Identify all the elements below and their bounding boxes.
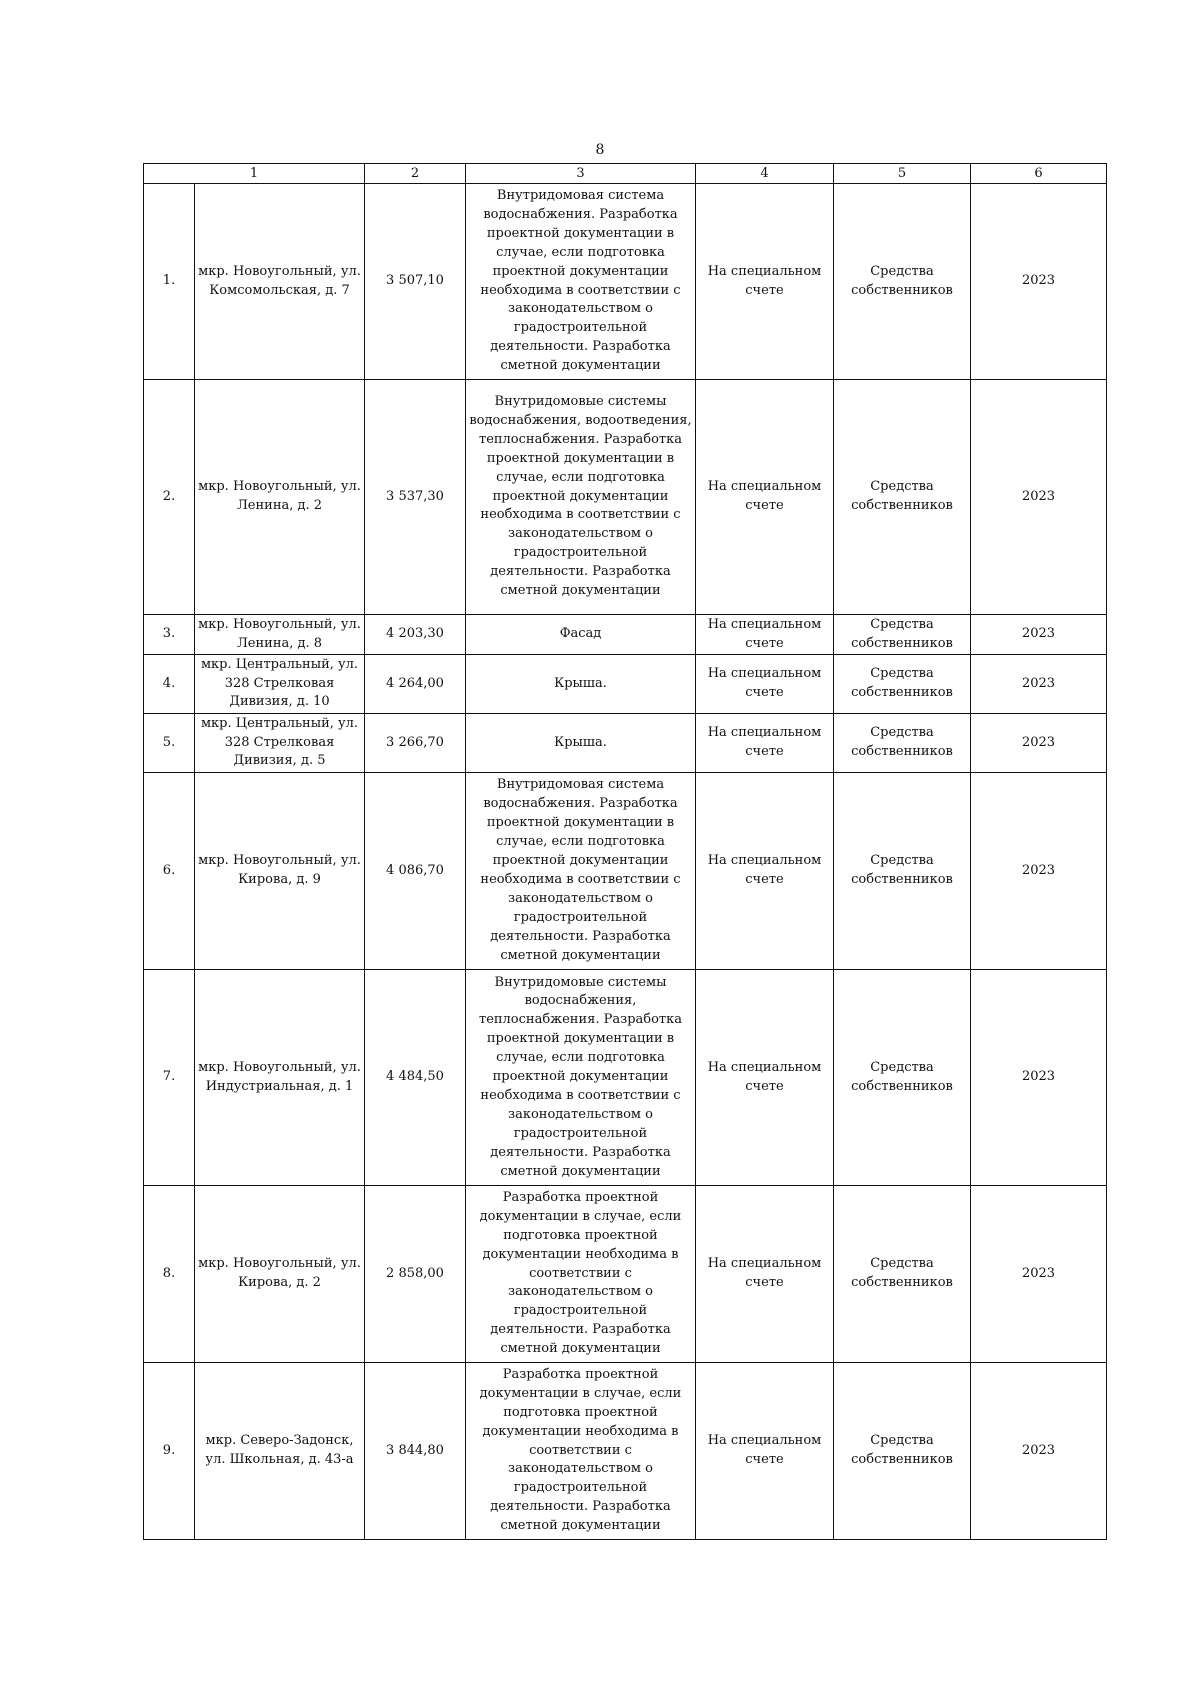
row-number: 1.: [144, 184, 195, 380]
row-number: 9.: [144, 1363, 195, 1540]
account-cell: На специальном счете: [696, 1186, 834, 1363]
year-cell: 2023: [971, 1186, 1107, 1363]
address-cell: мкр. Новоугольный, ул. Ленина, д. 8: [195, 615, 365, 655]
year-cell: 2023: [971, 615, 1107, 655]
funding-source-cell: Средства собственников: [834, 380, 971, 615]
address-cell: мкр. Новоугольный, ул. Кирова, д. 9: [195, 773, 365, 970]
account-cell: На специальном счете: [696, 615, 834, 655]
year-cell: 2023: [971, 184, 1107, 380]
account-cell: На специальном счете: [696, 714, 834, 773]
account-cell: На специальном счете: [696, 970, 834, 1186]
area-cell: 3 844,80: [365, 1363, 466, 1540]
address-cell: мкр. Новоугольный, ул. Ленина, д. 2: [195, 380, 365, 615]
account-cell: На специальном счете: [696, 773, 834, 970]
table-row: [144, 1363, 1107, 1540]
address-cell: мкр. Новоугольный, ул. Индустриальная, д. 1: [195, 970, 365, 1186]
area-cell: 4 264,00: [365, 655, 466, 714]
funding-source-cell: Средства собственников: [834, 970, 971, 1186]
funding-source-cell: Средства собственников: [834, 1186, 971, 1363]
header-row: [144, 164, 1107, 184]
row-number: 2.: [144, 380, 195, 615]
year-cell: 2023: [971, 970, 1107, 1186]
funding-source-cell: Средства собственников: [834, 615, 971, 655]
header-col-3: 3: [466, 164, 696, 184]
row-number: 6.: [144, 773, 195, 970]
year-cell: 2023: [971, 1363, 1107, 1540]
area-cell: 3 266,70: [365, 714, 466, 773]
work-type-cell: Крыша.: [466, 655, 696, 714]
work-type-cell: Разработка проектной документации в случае, если подготовка проектной документации необходима в соответствии с законодательством о градостроительной деятельности. Разработка сметной документации: [466, 1186, 696, 1363]
row-number: 4.: [144, 655, 195, 714]
row-number: 8.: [144, 1186, 195, 1363]
work-type-cell: Внутридомовая система водоснабжения. Разработка проектной документации в случае, если подготовка проектной документации необходима в соответствии с законодательством о градостроительной деятельности. Разработка сметной документации: [466, 184, 696, 380]
table-row: [144, 184, 1107, 380]
area-cell: 3 507,10: [365, 184, 466, 380]
header-col-6: 6: [971, 164, 1107, 184]
table-row: [144, 655, 1107, 714]
address-cell: мкр. Центральный, ул. 328 Стрелковая Дивизия, д. 5: [195, 714, 365, 773]
table-row: [144, 970, 1107, 1186]
account-cell: На специальном счете: [696, 184, 834, 380]
header-col-4: 4: [696, 164, 834, 184]
area-cell: 4 484,50: [365, 970, 466, 1186]
funding-source-cell: Средства собственников: [834, 184, 971, 380]
account-cell: На специальном счете: [696, 655, 834, 714]
funding-source-cell: Средства собственников: [834, 655, 971, 714]
area-cell: 2 858,00: [365, 1186, 466, 1363]
address-cell: мкр. Центральный, ул. 328 Стрелковая Дивизия, д. 10: [195, 655, 365, 714]
table-row: [144, 380, 1107, 615]
work-type-cell: Разработка проектной документации в случае, если подготовка проектной документации необходима в соответствии с законодательством о градостроительной деятельности. Разработка сметной документации: [466, 1363, 696, 1540]
work-type-cell: Крыша.: [466, 714, 696, 773]
work-type-cell: Внутридомовая система водоснабжения. Разработка проектной документации в случае, если подготовка проектной документации необходима в соответствии с законодательством о градостроительной деятельности. Разработка сметной документации: [466, 773, 696, 970]
funding-source-cell: Средства собственников: [834, 1363, 971, 1540]
account-cell: На специальном счете: [696, 1363, 834, 1540]
area-cell: 4 086,70: [365, 773, 466, 970]
year-cell: 2023: [971, 773, 1107, 970]
header-col-5: 5: [834, 164, 971, 184]
table-row: [144, 773, 1107, 970]
funding-source-cell: Средства собственников: [834, 714, 971, 773]
year-cell: 2023: [971, 655, 1107, 714]
funding-source-cell: Средства собственников: [834, 773, 971, 970]
work-type-cell: Внутридомовые системы водоснабжения, теплоснабжения. Разработка проектной документации в случае, если подготовка проектной документации необходима в соответствии с законодательством о градостроительной деятельности. Разработка сметной документации: [466, 970, 696, 1186]
table-row: [144, 615, 1107, 655]
area-cell: 4 203,30: [365, 615, 466, 655]
page-number: 8: [595, 142, 605, 158]
address-cell: мкр. Новоугольный, ул. Комсомольская, д. 7: [195, 184, 365, 380]
work-type-cell: Фасад: [466, 615, 696, 655]
row-number: 7.: [144, 970, 195, 1186]
works-table: [143, 163, 1107, 1540]
address-cell: мкр. Новоугольный, ул. Кирова, д. 2: [195, 1186, 365, 1363]
address-cell: мкр. Северо-Задонск, ул. Школьная, д. 43-а: [195, 1363, 365, 1540]
year-cell: 2023: [971, 714, 1107, 773]
year-cell: 2023: [971, 380, 1107, 615]
row-number: 3.: [144, 615, 195, 655]
header-col-2: 2: [365, 164, 466, 184]
header-col-1: 1: [144, 164, 365, 184]
row-number: 5.: [144, 714, 195, 773]
account-cell: На специальном счете: [696, 380, 834, 615]
table-row: [144, 1186, 1107, 1363]
table-row: [144, 714, 1107, 773]
area-cell: 3 537,30: [365, 380, 466, 615]
work-type-cell: Внутридомовые системы водоснабжения, водоотведения, теплоснабжения. Разработка проектной документации в случае, если подготовка проектной документации необходима в соответствии с законодательством о градостроительной деятельности. Разработка сметной документации: [466, 380, 696, 615]
